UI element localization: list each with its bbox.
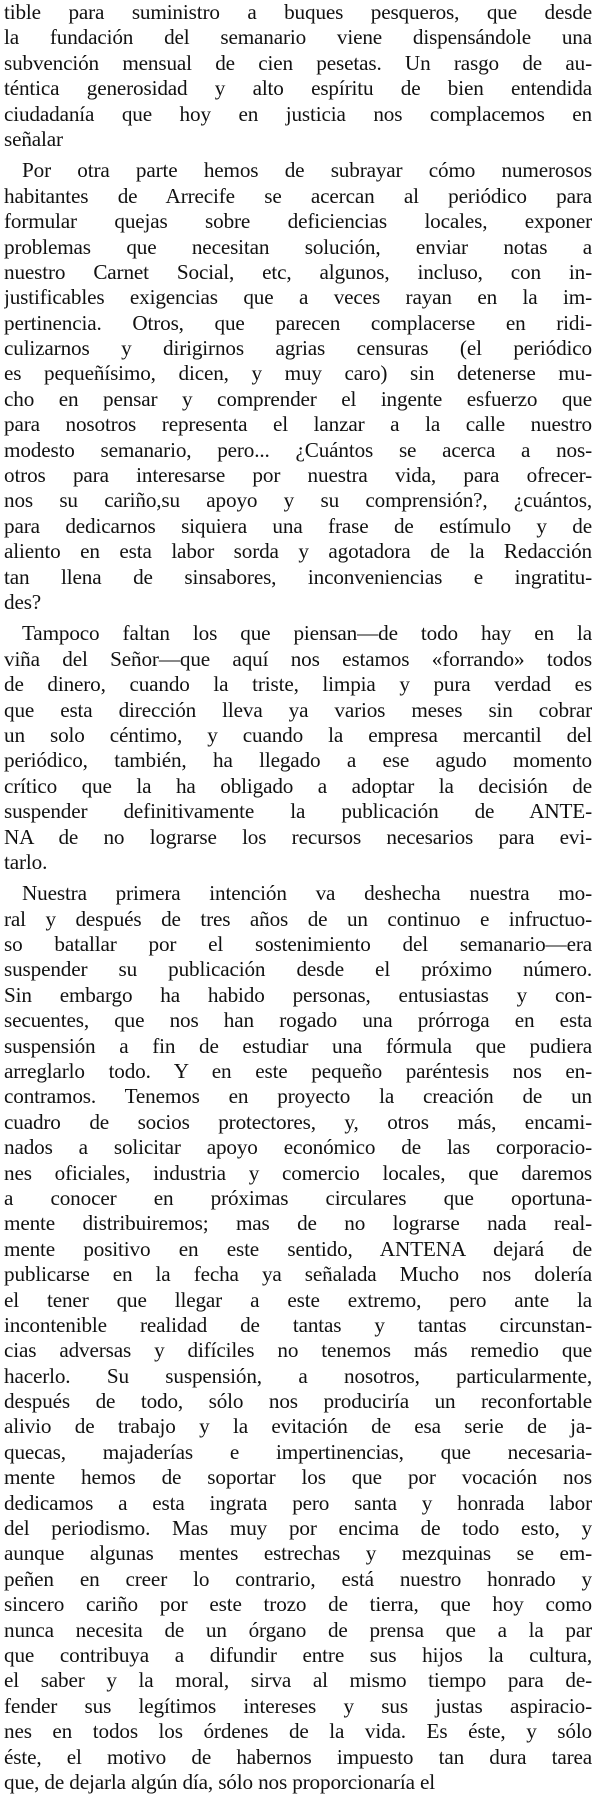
text-line: formular quejas sobre deficiencias locales, exponer: [4, 209, 592, 234]
text-line: que, de dejarla algún día, sólo nos proporcionaría el: [4, 1769, 435, 1794]
text-line: que contribuya a difundir entre sus hijos la cultura,: [4, 1643, 592, 1667]
text-line: Por otra parte hemos de subrayar cómo numerosos: [22, 158, 592, 183]
text-line: dedicamos a esta ingrata pero santa y honrada labor: [4, 1490, 592, 1515]
text-line: arreglarlo todo. Y en este pequeño paréntesis nos en-: [4, 1059, 592, 1084]
text-line: nuestro Carnet Social, etc, algunos, incluso, con in-: [4, 259, 592, 284]
text-line: que esta dirección lleva ya varios meses sin cobrar: [4, 697, 592, 722]
text-line: des?: [4, 589, 42, 614]
text-line: mente distribuiremos; mas de no lograrse nada real-: [4, 1211, 592, 1236]
text-line: suspender definitivamente la publicación de ANTE-: [4, 799, 592, 824]
text-line: cias adversas y difíciles no tenemos más remedio que: [4, 1338, 592, 1363]
text-line: ciudadanía que hoy en justicia nos complacemos en: [4, 101, 592, 126]
text-line: Sin embargo ha habido personas, entusiastas y con-: [4, 982, 592, 1007]
text-line: señalar: [4, 126, 63, 151]
text-line: so batallar por el sostenimiento del semanario—era: [4, 932, 592, 957]
text-line: un solo céntimo, y cuando la empresa mercantil del: [4, 722, 592, 747]
text-line: contramos. Tenemos en proyecto la creación de un: [4, 1084, 592, 1109]
text-line: problemas que necesitan solución, enviar notas a: [4, 234, 592, 259]
text-line: sincero cariño por este trozo de tierra, que hoy como: [4, 1592, 592, 1617]
text-line: nes en todos los órdenes de la vida. Es éste, y sólo: [4, 1719, 592, 1744]
text-line: periódico, también, ha llegado a ese agudo momento: [4, 748, 592, 773]
text-line: subvención mensual de cien pesetas. Un rasgo de au-: [4, 50, 592, 75]
paragraph-3: [4, 621, 592, 875]
text-line: nes oficiales, industria y comercio locales, que daremos: [4, 1160, 592, 1185]
text-line: mente hemos de soportar los que por vocación nos: [4, 1465, 592, 1490]
text-line: nos su cariño,su apoyo y su comprensión?, ¿cuántos,: [4, 488, 592, 513]
text-line: después de todo, sólo nos produciría un reconfortable: [4, 1389, 592, 1414]
text-line: la fundación del semanario viene dispensándole una: [4, 25, 592, 50]
article-column: [4, 0, 592, 1801]
text-line: a conocer en próximas circulares que oportuna-: [4, 1185, 592, 1210]
paragraph-2: [4, 158, 592, 615]
text-line: el tener que llegar a este extremo, pero ante la: [4, 1287, 592, 1312]
text-line: mente positivo en este sentido, ANTENA dejará de: [4, 1236, 592, 1261]
text-line: nados a solicitar apoyo económico de las corporacio-: [4, 1135, 592, 1160]
text-line: peñen en creer lo contrario, está nuestro honrado y: [4, 1566, 592, 1591]
text-line: crítico que la ha obligado a adoptar la decisión de: [4, 773, 592, 798]
text-line: téntica generosidad y alto espíritu de bien entendida: [4, 76, 592, 101]
text-line: quecas, majaderías e impertinencias, que necesaria-: [4, 1439, 592, 1464]
text-line: para nosotros representa el lanzar a la calle nuestro: [4, 412, 592, 437]
text-line: Nuestra primera intención va deshecha nuestra mo-: [22, 881, 592, 906]
paragraph-4: [4, 881, 592, 1795]
text-line: hacerlo. Su suspensión, a nosotros, particularmente,: [4, 1363, 592, 1388]
text-line: para dedicarnos siquiera una frase de estímulo y de: [4, 513, 592, 538]
text-line: cuadro de socios protectores, y, otros más, encami-: [4, 1109, 592, 1134]
text-line: tarlo.: [4, 849, 48, 874]
text-line: habitantes de Arrecife se acercan al periódico para: [4, 183, 592, 208]
text-line: alivio de trabajo y la evitación de esa serie de ja-: [4, 1414, 592, 1439]
text-line: aunque algunas mentes estrechas y mezquinas se em-: [4, 1541, 592, 1566]
text-line: otros para interesarse por nuestra vida, para ofrecer-: [4, 463, 592, 488]
text-line: viña del Señor—que aquí nos estamos «forrando» todos: [4, 646, 592, 671]
text-line: tan llena de sinsabores, inconveniencias e ingratitu-: [4, 564, 592, 589]
text-line: aliento en esta labor sorda y agotadora de la Redacción: [4, 539, 592, 564]
paragraph-1: [4, 0, 592, 152]
text-line: el saber y la moral, sirva al mismo tiempo para de-: [4, 1668, 592, 1693]
text-line: NA de no lograrse los recursos necesarios para evi-: [4, 824, 592, 849]
text-line: pertinencia. Otros, que parecen complacerse en ridi-: [4, 310, 592, 335]
text-line: nunca necesita de un órgano de prensa que a la par: [4, 1617, 592, 1642]
text-line: secuentes, que nos han rogado una prórroga en esta: [4, 1008, 592, 1033]
text-line: de dinero, cuando la triste, limpia y pura verdad es: [4, 672, 592, 697]
text-line: incontenible realidad de tantas y tantas circunstan-: [4, 1312, 592, 1337]
text-line: es pequeñísimo, dicen, y muy caro) sin detenerse mu-: [4, 361, 592, 386]
text-line: culizarnos y dirigirnos agrias censuras (el periódico: [4, 336, 592, 361]
text-line: Tampoco faltan los que piensan—de todo hay en la: [22, 621, 592, 646]
text-line: justificables exigencias que a veces rayan en la im-: [4, 285, 592, 310]
text-line: fender sus legítimos intereses y sus justas aspiracio-: [4, 1693, 592, 1718]
text-line: del periodismo. Mas muy por encima de todo esto, y: [4, 1516, 592, 1541]
text-line: éste, el motivo de habernos impuesto tan dura tarea: [4, 1744, 592, 1769]
text-line: suspender su publicación desde el próximo número.: [4, 957, 592, 982]
text-line: suspensión a fin de estudiar una fórmula que pudiera: [4, 1033, 592, 1058]
text-line: ral y después de tres años de un continuo e infructuo-: [4, 906, 592, 931]
text-line: modesto semanario, pero... ¿Cuántos se acerca a nos-: [4, 437, 592, 462]
text-line: cho en pensar y comprender el ingente esfuerzo que: [4, 386, 592, 411]
text-line: tible para suministro a buques pesqueros, que desde: [4, 0, 592, 24]
text-line: publicarse en la fecha ya señalada Mucho nos dolería: [4, 1262, 592, 1287]
